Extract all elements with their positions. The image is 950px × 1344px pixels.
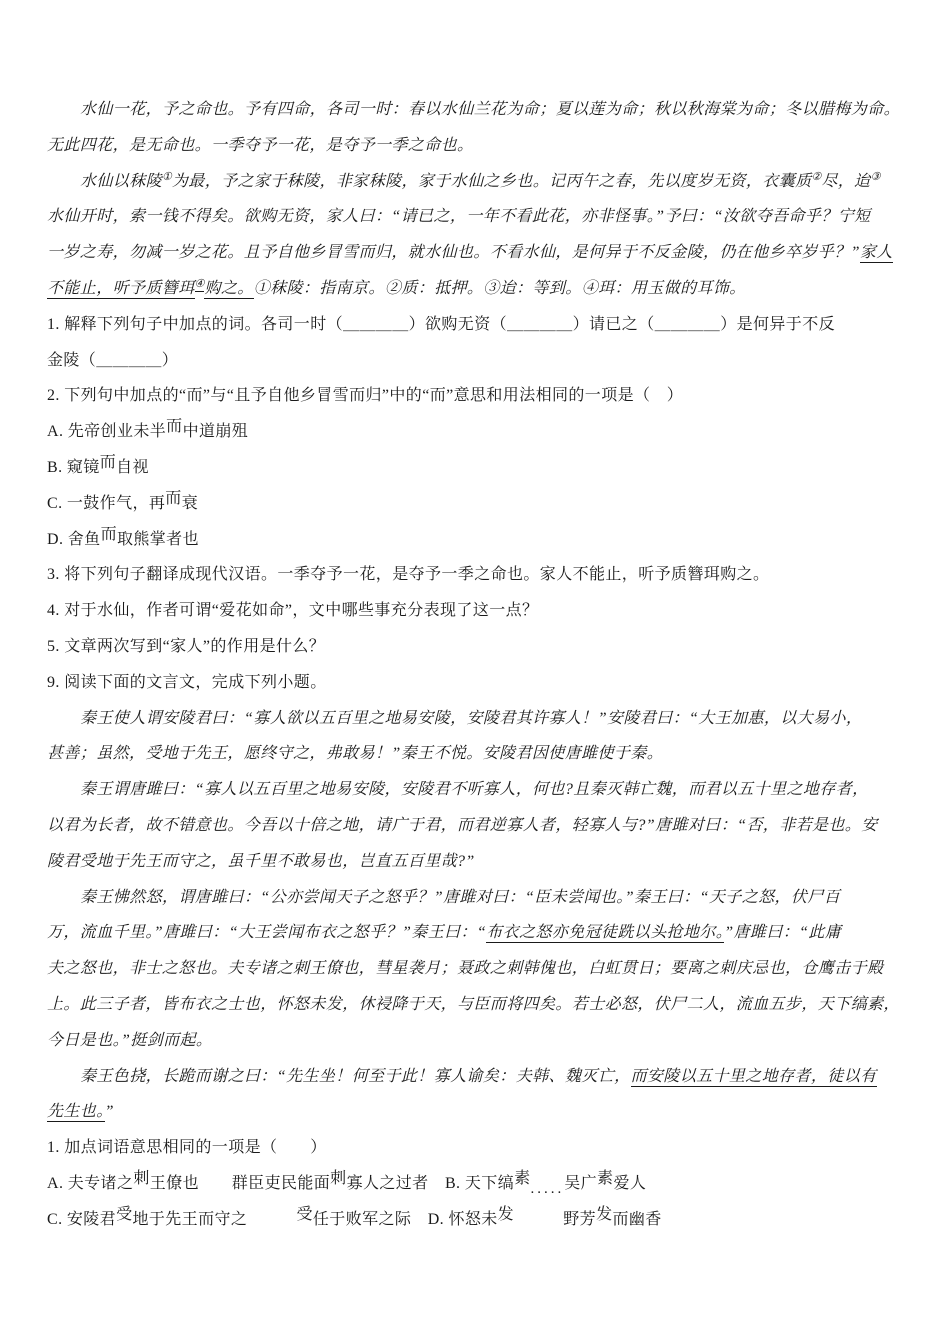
emphasized-char: 而 — [166, 418, 183, 436]
emphasized-char: 发 — [596, 1205, 613, 1223]
text-run: 1. 解释下列句子中加点的词。各司一时（＿＿＿＿）欲购无资（＿＿＿＿）请已之（＿＿＿＿）是何异于不反 — [47, 315, 836, 333]
text-run: 秦王色挠，长跪而谢之曰：“先生坐！何至于此！寡人谕矣：夫韩、魏灭亡， — [80, 1067, 631, 1085]
passage2-line6 — [47, 880, 903, 916]
footnote-marker: ④ — [194, 277, 205, 290]
emphasized-char: 受 — [116, 1205, 133, 1223]
text-run: 1. 加点词语意思相同的一项是（ ） — [47, 1139, 327, 1157]
text-run: C. 安陵君 — [47, 1210, 117, 1228]
text-run: ①秣陵：指南京。②质：抵押。③迨：等到。④珥：用玉做的耳饰。 — [253, 279, 746, 297]
text-run: 夫之怒也，非士之怒也。夫专诸之刺王僚也，彗星袭月；聂政之刺韩傀也，白虹贯日；要离之刺庆忌也，仓鹰击于殿 — [47, 960, 884, 978]
text-run: ”唐雎曰：“此庸 — [724, 924, 842, 942]
emphasized-char: 而 — [100, 525, 117, 543]
passage1-line2 — [47, 128, 903, 164]
text-run: 而幽香 — [612, 1210, 662, 1228]
emphasized-char: 发 — [497, 1205, 515, 1223]
passage1-line6 — [47, 271, 903, 307]
text-run: 万，流血千里。”唐雎曰：“大王尝闻布衣之怒乎？”秦王曰：“ — [47, 924, 487, 942]
text-run: 任于败军之际 D. 怀怒未 — [312, 1210, 498, 1228]
passage2-line11 — [47, 1059, 903, 1095]
text-run: 地于先王而守之 — [132, 1210, 297, 1228]
text-run: 甚善；虽然，受地于先王，愿终守之，弗敢易！”秦王不悦。安陵君因使唐雎使于秦。 — [47, 745, 664, 763]
text-run: 尽，迨 — [821, 172, 871, 190]
question2-1-options-cd — [47, 1202, 903, 1238]
text-run: 以君为长者，故不错意也。今吾以十倍之地，请广于君，而君逆寡人者，轻寡人与?”唐雎对曰：“否，非若是也。安 — [47, 816, 878, 834]
emphasized-char: 刺 — [330, 1169, 347, 1187]
underlined-text: 先生也。 — [47, 1103, 105, 1121]
text-run: D. 舍鱼 — [47, 530, 101, 548]
emphasized-char: 素 — [597, 1169, 614, 1187]
passage2-line2 — [47, 736, 903, 772]
question-9-stem — [47, 665, 903, 701]
text-run: 自视 — [116, 458, 149, 476]
text-run: 取熊掌者也 — [116, 530, 199, 548]
footnote-marker: ① — [162, 170, 172, 183]
text-run: ” — [104, 1103, 114, 1121]
emphasized-char: 而 — [165, 489, 182, 507]
text-run: B. 窥镜 — [47, 458, 100, 476]
question-2-option-c — [47, 486, 903, 522]
footnote-marker: ② — [811, 170, 822, 183]
text-run: 水仙一花，予之命也。予有四命，各司一时：春以水仙兰花为命；夏以莲为命；秋以秋海棠为命；冬以腊梅为命。 — [80, 101, 901, 118]
passage2-line10 — [47, 1023, 903, 1059]
text-run: 中道崩殂 — [182, 423, 249, 441]
passage1-line1 — [47, 92, 903, 128]
text-run: 5. 文章两次写到“家人”的作用是什么？ — [47, 637, 326, 655]
text-run: 2. 下列句中加点的“而”与“且予自他乡冒雪而归”中的“而”意思和用法相同的一项是（ ） — [47, 387, 684, 405]
question-3 — [47, 557, 903, 593]
emphasis-dots: ..... — [530, 1180, 565, 1197]
question-1-line2 — [47, 343, 903, 379]
text-run: 9. 阅读下面的文言文，完成下列小题。 — [47, 673, 327, 691]
question-2 — [47, 378, 903, 414]
text-run: A. 夫专诸之 — [47, 1174, 134, 1192]
passage2-line5 — [47, 844, 903, 880]
underlined-text: 布衣之怒亦免冠徒跣以头抢地尔。 — [486, 924, 725, 942]
passage1-line4 — [47, 199, 903, 235]
underlined-text: 购之。 — [204, 279, 254, 297]
text-run: 上。此三子者，皆布衣之士也，怀怒未发，休祲降于天，与臣而将四矣。若士必怒，伏尸二人，流血五步，天下缟素， — [47, 995, 900, 1013]
footnote-marker: ③ — [870, 170, 881, 183]
passage2-line3 — [47, 772, 903, 808]
underlined-text: 而安陵以五十里之地存者，徒以有 — [630, 1067, 877, 1085]
emphasized-char: 受 — [296, 1205, 313, 1223]
emphasized-char: 刺 — [133, 1169, 150, 1187]
question-2-option-b — [47, 450, 903, 486]
text-run: 寡人之过者 B. 天下缟 — [346, 1174, 515, 1192]
question-4 — [47, 593, 903, 629]
question-2-option-a — [47, 414, 903, 450]
question-2-option-d — [47, 522, 903, 558]
passage2-line1 — [47, 701, 903, 737]
text-run: A. 先帝创业未半 — [47, 423, 167, 441]
text-run: 秦王怫然怒，谓唐雎曰：“公亦尝闻天子之怒乎？”唐雎对曰：“臣未尝闻也。”秦王曰：“天子之怒，伏尸百 — [80, 888, 841, 906]
text-run: 陵君受地于先王而守之，虽千里不敢易也，岂直五百里哉?” — [47, 852, 475, 870]
text-run: 衰 — [181, 494, 199, 512]
question-5 — [47, 629, 903, 665]
text-run: 无此四花，是无命也。一季夺予一花，是夺予一季之命也。 — [47, 136, 474, 154]
underlined-text: 不能止，听予质簪珥 — [47, 279, 195, 297]
question-1-line1 — [47, 307, 903, 343]
text-run: 秦王谓唐雎曰：“寡人以五百里之地易安陵，安陵君不听寡人，何也?且秦灭韩亡魏，而君以五十里之地存者， — [80, 781, 869, 799]
passage1-line5 — [47, 235, 903, 271]
question2-1 — [47, 1130, 903, 1166]
text-run: 金陵（＿＿＿＿） — [47, 351, 179, 369]
passage1-line3 — [47, 164, 903, 200]
passage2-line12 — [47, 1094, 903, 1130]
document-body — [47, 92, 903, 1238]
passage2-line9 — [47, 987, 903, 1023]
question2-1-options-ab — [47, 1166, 903, 1202]
emphasized-char: 素 — [514, 1169, 531, 1187]
text-run: 3. 将下列句子翻译成现代汉语。一季夺予一花，是夺予一季之命也。家人不能止，听予质簪珥购之。 — [47, 566, 770, 584]
text-run: 爱人 — [613, 1174, 647, 1192]
text-run: 为最，予之家于秣陵，非家秣陵，家于水仙之乡也。记丙午之春，先以度岁无资，衣囊质 — [171, 172, 812, 190]
passage2-line7 — [47, 915, 903, 951]
text-run: 野芳 — [514, 1210, 597, 1228]
underlined-text: 家人 — [859, 244, 893, 262]
passage2-line4 — [47, 808, 903, 844]
emphasized-char: 而 — [99, 453, 117, 471]
text-run: 一岁之寿，勿减一岁之花。且予自他乡冒雪而归，就水仙也。不看水仙，是何异于不反金陵，仍在他乡卒岁乎？” — [47, 244, 860, 262]
passage2-line8 — [47, 951, 903, 987]
text-run: 王僚也 群臣吏民能面 — [149, 1174, 331, 1192]
text-run: C. 一鼓作气，再 — [47, 494, 166, 512]
text-run: 4. 对于水仙，作者可谓“爱花如命”，文中哪些事充分表现了这一点？ — [47, 602, 539, 620]
text-run: 水仙开时，索一钱不得矣。欲购无资，家人曰：“请已之，一年不看此花，亦非怪事。”予曰：“汝欲夺吾命乎？宁短 — [47, 208, 871, 226]
text-run: 水仙以秣陵 — [80, 172, 163, 190]
text-run: 吴广 — [564, 1174, 598, 1192]
text-run: 今日是也。”挺剑而起。 — [47, 1031, 213, 1049]
text-run: 秦王使人谓安陵君曰：“寡人欲以五百里之地易安陵，安陵君其许寡人！”安陵君曰：“大王加惠，以大易小， — [80, 709, 863, 727]
